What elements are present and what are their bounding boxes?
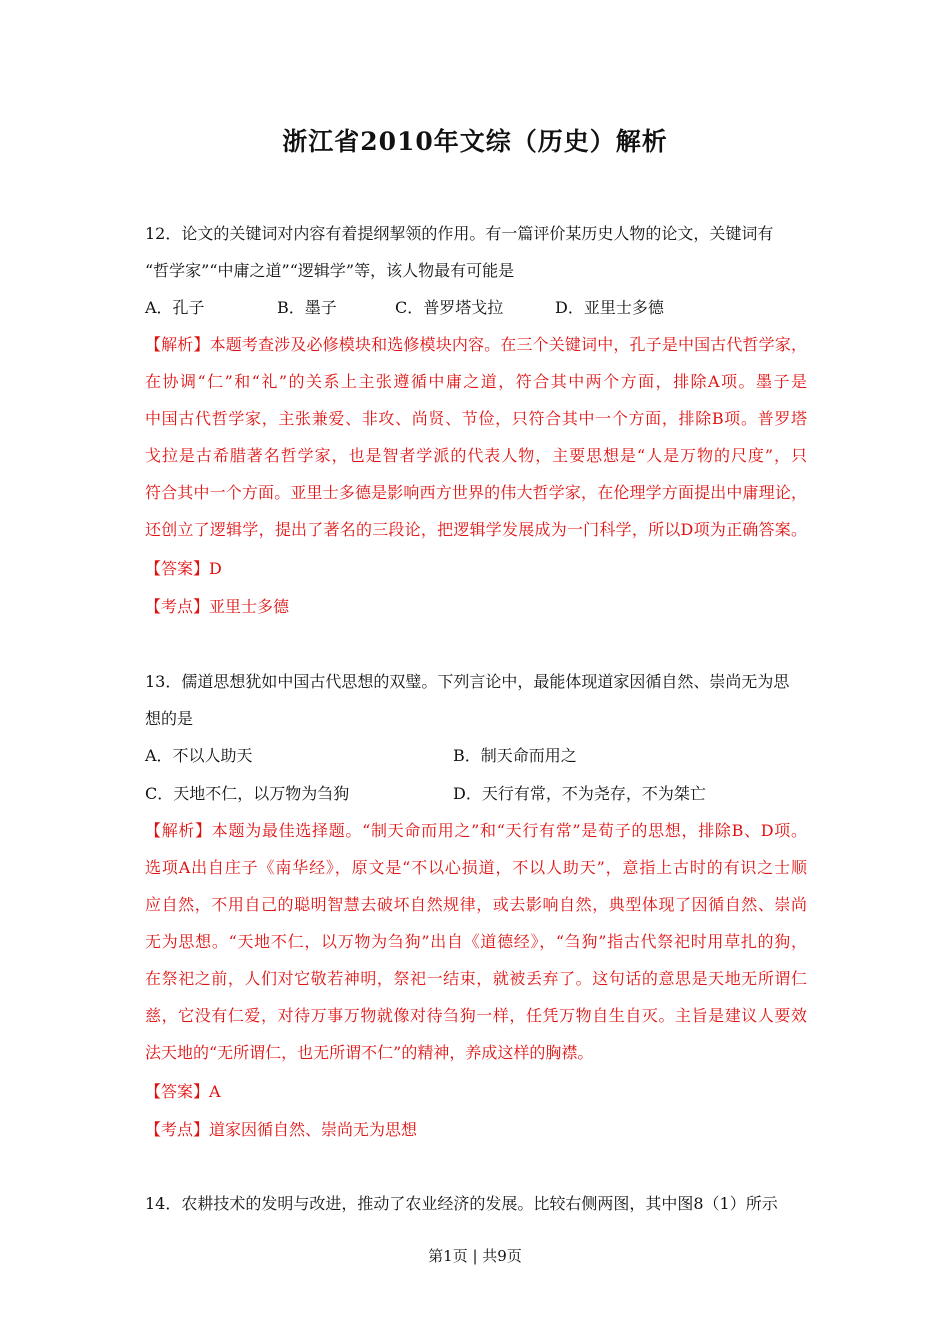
q12-analysis-line-6: 还创立了逻辑学，提出了著名的三段论，把逻辑学发展成为一门科学，所以D项为正确答案。 bbox=[145, 520, 807, 539]
document-title: 浙江省2010年文综（历史）解析 bbox=[282, 127, 668, 156]
q12-option-c: C．普罗塔戈拉 bbox=[395, 298, 504, 317]
q13-analysis-line-7: 法天地的“无所谓仁，也无所谓不仁”的精神，养成这样的胸襟。 bbox=[145, 1043, 594, 1062]
q13-analysis-line-5: 在祭祀之前，人们对它敬若神明，祭祀一结束，就被丢弃了。这句话的意思是天地无所谓仁 bbox=[145, 969, 807, 988]
q13-stem-line-1: 13．儒道思想犹如中国古代思想的双璧。下列言论中，最能体现道家因循自然、崇尚无为思 bbox=[145, 672, 790, 691]
q13-option-b: B．制天命而用之 bbox=[453, 746, 577, 765]
q13-analysis-line-6: 慈，它没有仁爱，对待万事万物就像对待刍狗一样，任凭万物自生自灭。主旨是建议人要效 bbox=[145, 1006, 807, 1025]
q12-analysis-line-4: 戈拉是古希腊著名哲学家，也是智者学派的代表人物，主要思想是“人是万物的尺度”，只 bbox=[145, 446, 807, 465]
q13-analysis-line-1: 【解析】本题为最佳选择题。“制天命而用之”和“天行有常”是荀子的思想，排除B、D项。 bbox=[145, 821, 807, 840]
q14-stem-line-1: 14．农耕技术的发明与改进，推动了农业经济的发展。比较右侧两图，其中图8（1）所示 bbox=[145, 1194, 778, 1213]
q13-stem-line-2: 想的是 bbox=[145, 709, 194, 728]
q12-option-d: D．亚里士多德 bbox=[555, 298, 664, 317]
q12-point: 【考点】亚里士多德 bbox=[145, 597, 290, 616]
q12-analysis-line-1: 【解析】本题考查涉及必修模块和选修模块内容。在三个关键词中，孔子是中国古代哲学家， bbox=[145, 335, 807, 354]
q13-answer: 【答案】A bbox=[145, 1082, 221, 1101]
q12-answer: 【答案】D bbox=[145, 559, 222, 578]
q12-option-a: A．孔子 bbox=[145, 298, 205, 317]
q12-stem-line-2: “哲学家”“中庸之道”“逻辑学”等，该人物最有可能是 bbox=[145, 261, 515, 280]
q13-option-c: C．天地不仁，以万物为刍狗 bbox=[145, 784, 350, 803]
q13-analysis-line-3: 应自然，不用自己的聪明智慧去破坏自然规律，或去影响自然，典型体现了因循自然、崇尚 bbox=[145, 895, 807, 914]
q13-point: 【考点】道家因循自然、崇尚无为思想 bbox=[145, 1120, 418, 1139]
q13-analysis-line-2: 选项A出自庄子《南华经》，原文是“不以心损道，不以人助天”，意指上古时的有识之士顺 bbox=[145, 858, 807, 877]
q12-analysis-line-3: 中国古代哲学家，主张兼爱、非攻、尚贤、节俭，只符合其中一个方面，排除B项。普罗塔 bbox=[145, 409, 807, 428]
q12-analysis-line-5: 符合其中一个方面。亚里士多德是影响西方世界的伟大哲学家，在伦理学方面提出中庸理论， bbox=[145, 483, 807, 502]
q13-option-d: D．天行有常，不为尧存，不为桀亡 bbox=[453, 784, 706, 803]
q13-analysis-line-4: 无为思想。“天地不仁，以万物为刍狗”出自《道德经》，“刍狗”指古代祭祀时用草扎的狗， bbox=[145, 932, 807, 951]
q12-stem-line-1: 12．论文的关键词对内容有着提纲挈领的作用。有一篇评价某历史人物的论文，关键词有 bbox=[145, 224, 774, 243]
q12-option-b: B．墨子 bbox=[277, 298, 337, 317]
q12-analysis-line-2: 在协调“仁”和“礼”的关系上主张遵循中庸之道，符合其中两个方面，排除A项。墨子是 bbox=[145, 372, 807, 391]
q13-option-a: A．不以人助天 bbox=[145, 746, 253, 765]
page-footer: 第1页 | 共9页 bbox=[428, 1247, 522, 1265]
